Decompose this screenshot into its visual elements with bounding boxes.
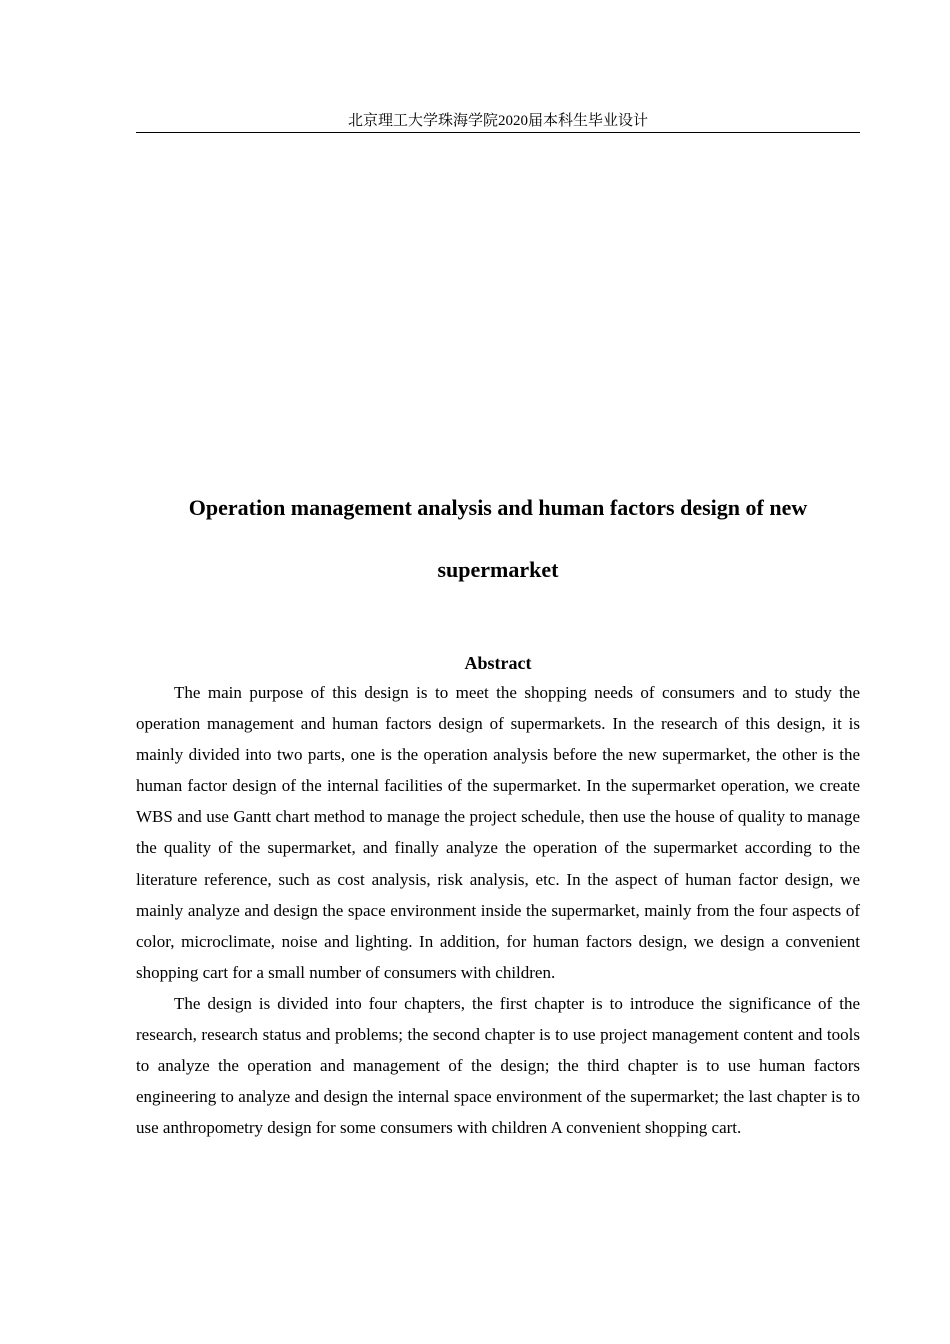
abstract-paragraph-1: The main purpose of this design is to meet the shopping needs of consumers and to study the operation management and human factors design of supermarkets. In the research of this design, it is mainly divided into two parts, one is the operation analysis before the new supermarket, the other is the human factor design of the internal facilities of the supermarket. In the supermarket operation, we create WBS and use Gantt chart method to manage the project schedule, then use the house of quality to manage the quality of the supermarket, and finally analyze the operation of the supermarket according to the literature reference, such as cost analysis, risk analysis, etc. In the aspect of human factor design, we mainly analyze and design the space environment inside the supermarket, mainly from the four aspects of color, microclimate, noise and lighting. In addition, for human factors design, we design a convenient shopping cart for a small number of consumers with children. bbox=[136, 683, 860, 982]
abstract-heading: Abstract bbox=[464, 653, 532, 673]
running-header: 北京理工大学珠海学院2020届本科生毕业设计 bbox=[136, 112, 860, 133]
abstract-body bbox=[136, 677, 860, 1143]
paper-title: Operation management analysis and human factors design of new supermarket bbox=[188, 495, 808, 582]
abstract-paragraph-2: The design is divided into four chapters, the first chapter is to introduce the significance of the research, research status and problems; the second chapter is to use project management content and tools to analyze the operation and management of the design; the third chapter is to use human factors engineering to analyze and design the internal space environment of the supermarket; the last chapter is to use anthropometry design for some consumers with children A convenient shopping cart. bbox=[136, 993, 860, 1138]
